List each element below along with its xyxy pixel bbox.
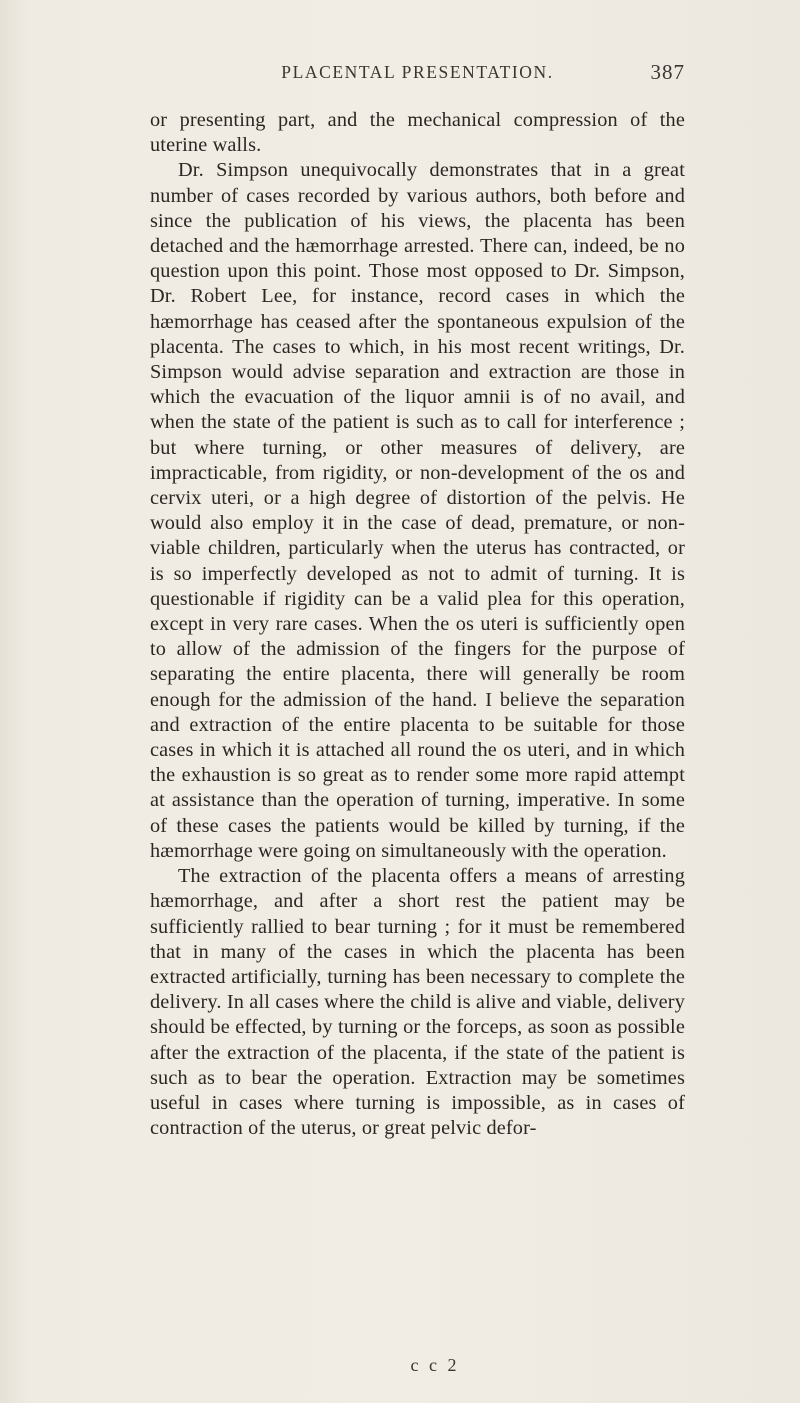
page-number: 387 [650,60,685,84]
paragraph: Dr. Simpson unequivocally demonstrates that in a great number of cases recorded by various authors, both before and since the publication of his views, the placenta has been detached and the hæmorrhage arrested. There can, indeed, be no question upon this point. Those most opposed to Dr. Simpson, Dr. Robert Lee, for instance, record cases in which the hæmorrhage has ceased after the spontaneous expulsion of the placenta. The cases to which, in his most recent writings, Dr. Simpson would advise separation and extraction are those in which the evacuation of the liquor amnii is of no avail, and when the state of the patient is such as to call for interference ; but where turning, or other measures of delivery, are impracticable, from rigidity, or non-development of the os and cervix uteri, or a high degree of distortion of the pelvis. He would also employ it in the case of dead, premature, or non-viable children, particularly when the uterus has contracted, or is so imperfectly developed as not to admit of turning. It is questionable if rigidity can be a valid plea for this operation, except in very rare cases. When the os uteri is sufficiently open to allow of the admission of the fingers for the purpose of separating the entire placenta, there will generally be room enough for the admission of the hand. I believe the separation and extraction of the entire placenta to be suitable for those cases in which it is attached all round the os uteri, and in which the exhaustion is so great as to render some more rapid attempt at assistance than the operation of turning, imperative. In some of these cases the patients would be killed by turning, if the hæmorrhage were going on simultaneously with the operation. [150,159,685,862]
paragraph-continued: or presenting part, and the mechanical compression of the uterine walls. [150,109,685,157]
body-text [150,108,685,1141]
paragraph: The extraction of the placenta offers a means of arresting hæmorrhage, and after a short rest the patient may be sufficiently rallied to bear turning ; for it must be remembered that in many of the cases in which the placenta has been extracted artificially, turning has been necessary to complete the delivery. In all cases where the child is alive and viable, delivery should be effected, by turning or the forceps, as soon as possible after the extraction of the placenta, if the state of the patient is such as to bear the operation. Extraction may be sometimes useful in cases where turning is impossible, as in cases of contraction of the uterus, or great pelvic defor- [150,865,685,1140]
running-head [150,62,685,92]
running-title: PLACENTAL PRESENTATION. [281,62,554,82]
signature-mark: c c 2 [410,1355,460,1375]
